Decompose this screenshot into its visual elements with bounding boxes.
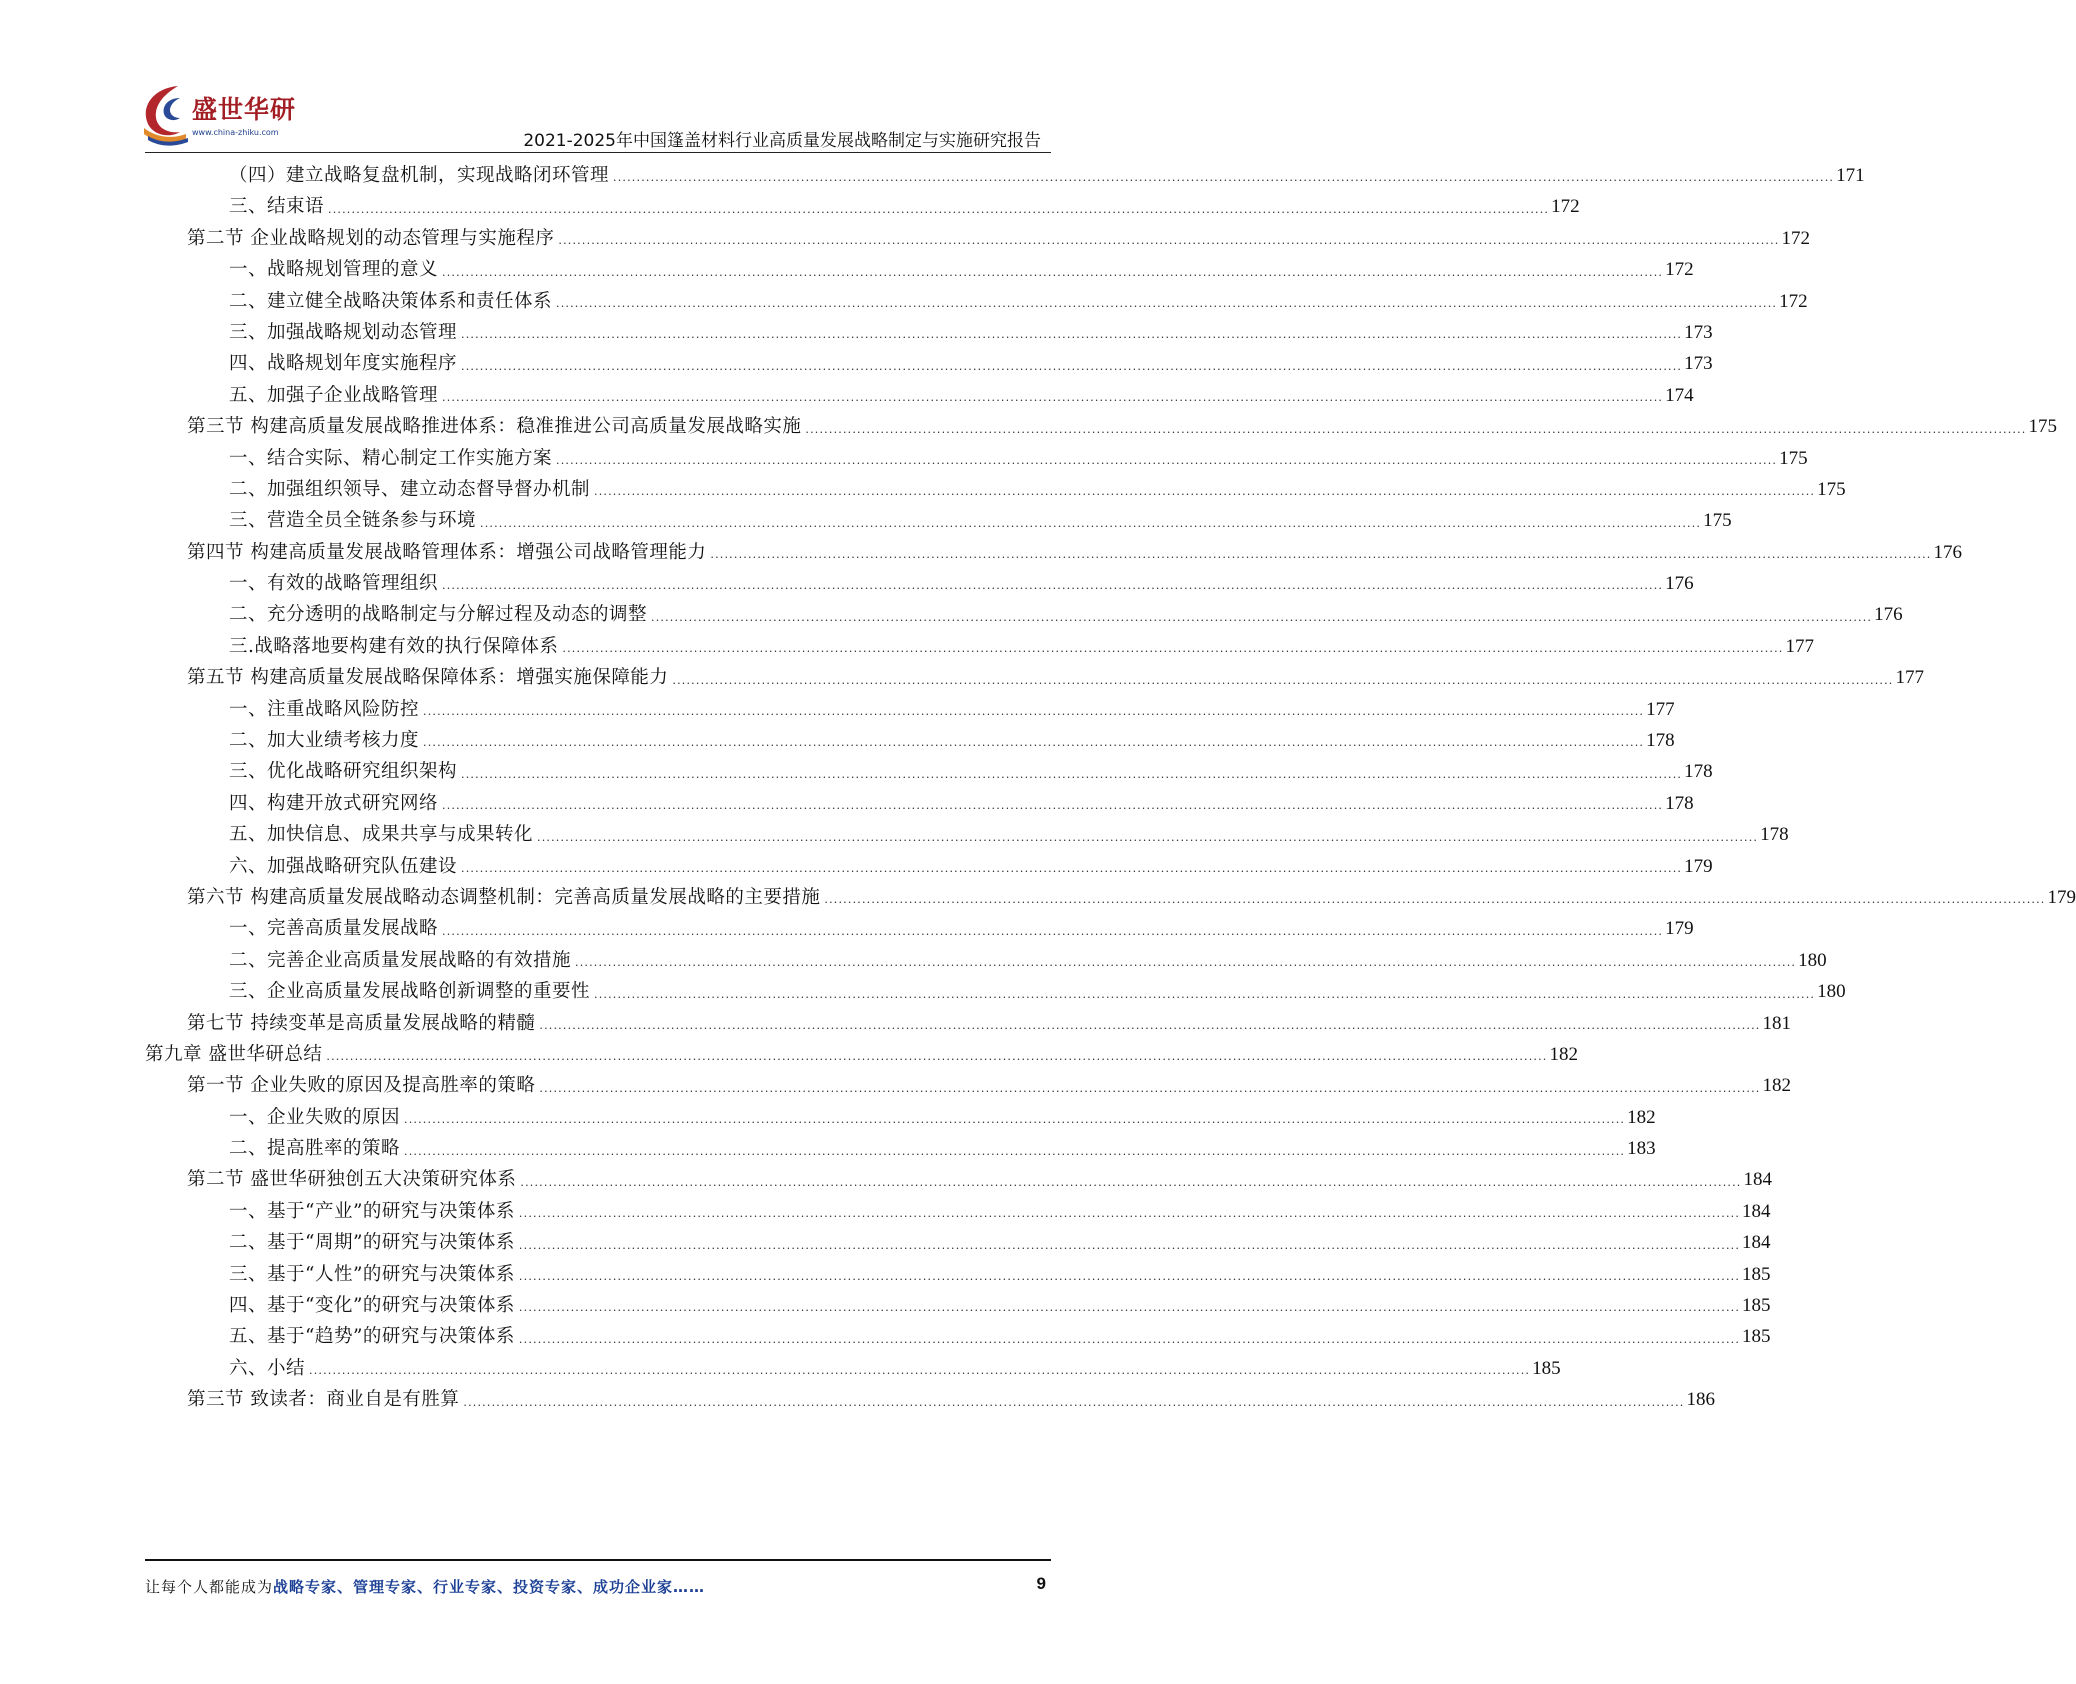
toc-dot-leader: ....................................................................................................................................................................................................................................................................	[575, 956, 1797, 970]
toc-entry-title: 二、加强组织领导、建立动态督导督办机制	[229, 478, 591, 500]
toc-entry-title: 一、注重战略风险防控	[229, 698, 420, 720]
toc-entry-title: 一、基于“产业”的研究与决策体系	[229, 1200, 515, 1222]
toc-entry-page: 175	[2028, 416, 2058, 438]
toc-entry[interactable]	[145, 1384, 1716, 1415]
toc-entry[interactable]	[145, 286, 1808, 317]
report-title: 2021-2025年中国篷盖材料行业高质量发展战略制定与实施研究报告	[523, 131, 1041, 151]
toc-entry-title: 第一节 企业失败的原因及提高胜率的策略	[187, 1075, 536, 1097]
logo-name: 盛世华研	[192, 95, 297, 124]
toc-entry-title: （四）建立战略复盘机制，实现战略闭环管理	[229, 164, 610, 186]
toc-entry[interactable]	[145, 1165, 1773, 1196]
slogan-prefix: 让每个人都能成为	[145, 1578, 274, 1596]
toc-dot-leader: ....................................................................................................................................................................................................................................................................	[309, 1364, 1531, 1378]
toc-entry[interactable]	[145, 505, 1732, 536]
toc-entry-page: 184	[1742, 1200, 1771, 1222]
toc-entry-title: 三、结束语	[229, 196, 325, 218]
toc-entry-page: 175	[1779, 447, 1808, 469]
toc-entry-page: 183	[1627, 1138, 1656, 1160]
toc-dot-leader: ....................................................................................................................................................................................................................................................................	[651, 610, 1873, 624]
toc-entry-title: 六、小结	[229, 1357, 306, 1379]
toc-dot-leader: ....................................................................................................................................................................................................................................................................	[423, 705, 1645, 719]
toc-entry[interactable]	[145, 223, 1811, 254]
toc-entry[interactable]	[145, 756, 1713, 787]
toc-entry-title: 四、战略规划年度实施程序	[229, 353, 458, 375]
toc-entry[interactable]	[145, 599, 1903, 630]
toc-dot-leader: ....................................................................................................................................................................................................................................................................	[518, 1301, 1741, 1315]
toc-entry-page: 180	[1817, 981, 1846, 1003]
toc-entry-title: 四、基于“变化”的研究与决策体系	[229, 1295, 515, 1317]
toc-entry[interactable]	[145, 1039, 1579, 1070]
toc-entry[interactable]	[145, 851, 1713, 882]
toc-entry-title: 第四节 构建高质量发展战略管理体系：增强公司战略管理能力	[187, 541, 707, 563]
toc-dot-leader: ....................................................................................................................................................................................................................................................................	[461, 328, 1683, 342]
toc-entry-page: 186	[1686, 1389, 1716, 1411]
toc-dot-leader: ....................................................................................................................................................................................................................................................................	[404, 1144, 1626, 1158]
toc-entry-title: 三.战略落地要构建有效的执行保障体系	[229, 635, 559, 657]
toc-dot-leader: ....................................................................................................................................................................................................................................................................	[556, 453, 1778, 467]
toc-entry[interactable]	[145, 913, 1694, 944]
toc-dot-leader: ....................................................................................................................................................................................................................................................................	[328, 202, 1550, 216]
toc-entry[interactable]	[145, 725, 1675, 756]
toc-entry-title: 二、建立健全战略决策体系和责任体系	[229, 290, 553, 312]
toc-entry-page: 178	[1760, 824, 1789, 846]
toc-dot-leader: ....................................................................................................................................................................................................................................................................	[520, 1175, 1742, 1189]
toc-dot-leader: ....................................................................................................................................................................................................................................................................	[556, 296, 1778, 310]
toc-dot-leader: ....................................................................................................................................................................................................................................................................	[613, 171, 1835, 185]
toc-dot-leader: ....................................................................................................................................................................................................................................................................	[442, 799, 1664, 813]
toc-entry[interactable]	[145, 537, 1963, 568]
toc-entry-title: 第六节 构建高质量发展战略动态调整机制：完善高质量发展战略的主要措施	[187, 886, 821, 908]
toc-dot-leader: ....................................................................................................................................................................................................................................................................	[461, 767, 1683, 781]
slogan-highlight: 战略专家、管理专家、行业专家、投资专家、成功企业家……	[273, 1578, 706, 1596]
toc-entry-title: 五、基于“趋势”的研究与决策体系	[229, 1326, 515, 1348]
toc-entry-title: 一、有效的战略管理组织	[229, 573, 439, 595]
toc-entry-title: 二、加大业绩考核力度	[229, 730, 420, 752]
toc-entry[interactable]	[145, 317, 1713, 348]
toc-dot-leader: ....................................................................................................................................................................................................................................................................	[558, 234, 1780, 248]
toc-dot-leader: ....................................................................................................................................................................................................................................................................	[710, 548, 1932, 562]
toc-dot-leader: ....................................................................................................................................................................................................................................................................	[404, 1113, 1626, 1127]
toc-entry-title: 二、完善企业高质量发展战略的有效措施	[229, 949, 572, 971]
toc-entry[interactable]	[145, 1102, 1656, 1133]
toc-dot-leader: ....................................................................................................................................................................................................................................................................	[518, 1270, 1741, 1284]
toc-entry-page: 179	[2047, 886, 2076, 908]
toc-entry-title: 二、充分透明的战略制定与分解过程及动态的调整	[229, 604, 648, 626]
toc-entry[interactable]	[145, 1227, 1771, 1258]
toc-entry-page: 182	[1549, 1043, 1579, 1065]
toc-entry-page: 172	[1665, 259, 1694, 281]
toc-entry-page: 173	[1684, 321, 1713, 343]
toc-entry-page: 184	[1743, 1169, 1773, 1191]
toc-entry[interactable]	[145, 1353, 1561, 1384]
toc-entry-page: 175	[1703, 510, 1732, 532]
toc-dot-leader: ....................................................................................................................................................................................................................................................................	[326, 1050, 1548, 1064]
toc-entry-title: 第五节 构建高质量发展战略保障体系：增强实施保障能力	[187, 667, 669, 689]
toc-dot-leader: ....................................................................................................................................................................................................................................................................	[539, 1018, 1761, 1032]
toc-entry-title: 第二节 盛世华研独创五大决策研究体系	[187, 1169, 517, 1191]
toc-entry-title: 第二节 企业战略规划的动态管理与实施程序	[187, 227, 555, 249]
toc-entry-title: 第九章 盛世华研总结	[145, 1043, 323, 1065]
toc-entry-title: 六、加强战略研究队伍建设	[229, 855, 458, 877]
toc-dot-leader: ....................................................................................................................................................................................................................................................................	[824, 893, 2046, 907]
toc-entry-page: 185	[1742, 1263, 1771, 1285]
toc-entry[interactable]	[145, 945, 1827, 976]
toc-entry-page: 177	[1785, 635, 1815, 657]
toc-entry-title: 三、营造全员全链条参与环境	[229, 510, 477, 532]
toc-entry-page: 171	[1836, 164, 1865, 186]
toc-entry-page: 174	[1665, 384, 1694, 406]
table-of-contents	[145, 160, 2076, 1416]
toc-dot-leader: ....................................................................................................................................................................................................................................................................	[442, 265, 1664, 279]
toc-entry-title: 第三节 构建高质量发展战略推进体系：稳准推进公司高质量发展战略实施	[187, 416, 802, 438]
toc-entry[interactable]	[145, 380, 1694, 411]
toc-dot-leader: ....................................................................................................................................................................................................................................................................	[518, 1238, 1741, 1252]
toc-dot-leader: ....................................................................................................................................................................................................................................................................	[805, 422, 2027, 436]
toc-entry-title: 一、完善高质量发展战略	[229, 918, 439, 940]
logo-url: www.china-zhiku.com	[192, 128, 279, 137]
toc-entry[interactable]	[145, 1133, 1656, 1164]
toc-entry-page: 173	[1684, 353, 1713, 375]
toc-dot-leader: ....................................................................................................................................................................................................................................................................	[461, 359, 1683, 373]
toc-entry-page: 185	[1532, 1357, 1561, 1379]
toc-entry-page: 172	[1779, 290, 1808, 312]
toc-entry-page: 176	[1665, 573, 1694, 595]
logo-emblem-icon	[140, 84, 194, 146]
toc-entry[interactable]	[145, 474, 1846, 505]
toc-entry[interactable]	[145, 160, 1865, 191]
toc-dot-leader: ....................................................................................................................................................................................................................................................................	[562, 642, 1784, 656]
toc-entry-title: 三、优化战略研究组织架构	[229, 761, 458, 783]
toc-entry[interactable]	[145, 1196, 1771, 1227]
toc-entry-page: 184	[1742, 1232, 1771, 1254]
toc-entry[interactable]	[145, 443, 1808, 474]
header-divider	[145, 152, 1051, 153]
toc-entry[interactable]	[145, 1321, 1771, 1352]
footer-slogan	[145, 1576, 705, 1597]
toc-entry[interactable]	[145, 1290, 1771, 1321]
toc-entry-page: 177	[1895, 667, 1925, 689]
toc-entry-page: 177	[1646, 698, 1675, 720]
toc-dot-leader: ....................................................................................................................................................................................................................................................................	[518, 1332, 1741, 1346]
toc-dot-leader: ....................................................................................................................................................................................................................................................................	[442, 579, 1664, 593]
toc-entry-title: 三、加强战略规划动态管理	[229, 321, 458, 343]
toc-entry-title: 第三节 致读者：商业自是有胜算	[187, 1389, 460, 1411]
toc-entry[interactable]	[145, 882, 2076, 913]
toc-dot-leader: ....................................................................................................................................................................................................................................................................	[423, 736, 1645, 750]
toc-entry-page: 178	[1665, 792, 1694, 814]
toc-entry[interactable]	[145, 254, 1694, 285]
toc-entry-page: 172	[1781, 227, 1811, 249]
toc-dot-leader: ....................................................................................................................................................................................................................................................................	[518, 1207, 1741, 1221]
page-number: 9	[1036, 1574, 1046, 1593]
footer-divider	[145, 1559, 1051, 1561]
company-logo	[140, 80, 310, 150]
toc-entry[interactable]	[145, 1259, 1771, 1290]
toc-entry-page: 176	[1874, 604, 1903, 626]
toc-entry-title: 二、提高胜率的策略	[229, 1138, 401, 1160]
toc-entry[interactable]	[145, 788, 1694, 819]
toc-entry-page: 179	[1665, 918, 1694, 940]
toc-entry[interactable]	[145, 662, 1925, 693]
toc-dot-leader: ....................................................................................................................................................................................................................................................................	[461, 861, 1683, 875]
toc-dot-leader: ....................................................................................................................................................................................................................................................................	[594, 485, 1816, 499]
toc-dot-leader: ....................................................................................................................................................................................................................................................................	[594, 987, 1816, 1001]
toc-dot-leader: ....................................................................................................................................................................................................................................................................	[480, 516, 1702, 530]
toc-entry-page: 176	[1933, 541, 1963, 563]
toc-entry-page: 179	[1684, 855, 1713, 877]
toc-entry-page: 175	[1817, 478, 1846, 500]
toc-dot-leader: ....................................................................................................................................................................................................................................................................	[442, 391, 1664, 405]
toc-entry[interactable]	[145, 694, 1675, 725]
toc-entry-page: 181	[1762, 1012, 1792, 1034]
toc-entry[interactable]	[145, 976, 1846, 1007]
toc-dot-leader: ....................................................................................................................................................................................................................................................................	[539, 1081, 1761, 1095]
toc-entry-page: 178	[1684, 761, 1713, 783]
toc-entry-title: 三、企业高质量发展战略创新调整的重要性	[229, 981, 591, 1003]
toc-dot-leader: ....................................................................................................................................................................................................................................................................	[672, 673, 1894, 687]
toc-dot-leader: ....................................................................................................................................................................................................................................................................	[537, 830, 1759, 844]
toc-entry-title: 一、结合实际、精心制定工作实施方案	[229, 447, 553, 469]
toc-entry-page: 172	[1551, 196, 1580, 218]
toc-entry-page: 178	[1646, 730, 1675, 752]
toc-entry-title: 五、加强子企业战略管理	[229, 384, 439, 406]
toc-entry-title: 一、战略规划管理的意义	[229, 259, 439, 281]
toc-entry-title: 三、基于“人性”的研究与决策体系	[229, 1263, 515, 1285]
toc-dot-leader: ....................................................................................................................................................................................................................................................................	[463, 1395, 1685, 1409]
toc-entry-page: 182	[1762, 1075, 1792, 1097]
toc-entry[interactable]	[145, 1070, 1792, 1101]
toc-entry-title: 四、构建开放式研究网络	[229, 792, 439, 814]
toc-entry-title: 第七节 持续变革是高质量发展战略的精髓	[187, 1012, 536, 1034]
toc-entry-title: 二、基于“周期”的研究与决策体系	[229, 1232, 515, 1254]
toc-entry[interactable]	[145, 348, 1713, 379]
toc-entry[interactable]	[145, 819, 1789, 850]
toc-entry-title: 一、企业失败的原因	[229, 1106, 401, 1128]
toc-entry-title: 五、加快信息、成果共享与成果转化	[229, 824, 534, 846]
toc-entry[interactable]	[145, 568, 1694, 599]
toc-entry[interactable]	[145, 411, 2058, 442]
toc-entry-page: 185	[1742, 1326, 1771, 1348]
toc-entry-page: 180	[1798, 949, 1827, 971]
toc-entry-page: 185	[1742, 1295, 1771, 1317]
toc-entry[interactable]	[145, 1008, 1792, 1039]
toc-entry-page: 182	[1627, 1106, 1656, 1128]
toc-entry[interactable]	[145, 631, 1815, 662]
toc-entry[interactable]	[145, 191, 1580, 222]
toc-dot-leader: ....................................................................................................................................................................................................................................................................	[442, 924, 1664, 938]
